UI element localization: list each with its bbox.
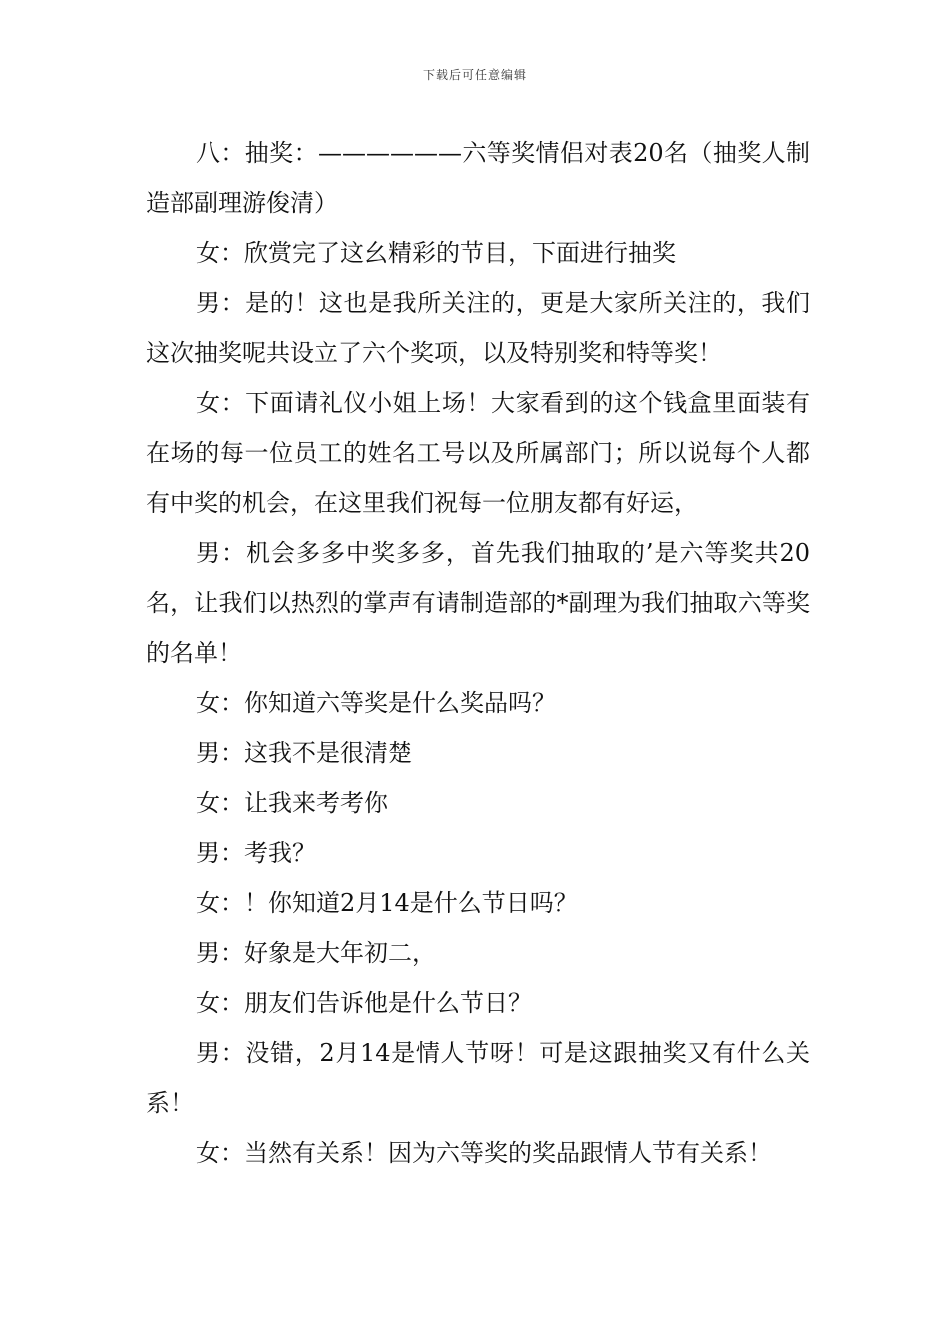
paragraph-lottery-intro: 八：抽奖：——————六等奖情侣对表20名（抽奖人制造部副理游俊清） — [146, 139, 810, 217]
body-text — [146, 128, 810, 1178]
paragraph-dialogue: 女：欣赏完了这幺精彩的节目，下面进行抽奖 — [196, 239, 676, 267]
page-header: 下载后可任意编辑 — [422, 68, 527, 82]
paragraph-dialogue: 男：这我不是很清楚 — [196, 739, 412, 767]
paragraph-dialogue: 男：机会多多中奖多多，首先我们抽取的’是六等奖共20名，让我们以热烈的掌声有请制造部的*副理为我们抽取六等奖的名单！ — [146, 539, 810, 667]
paragraph-dialogue: 男：是的！这也是我所关注的，更是大家所关注的，我们这次抽奖呢共设立了六个奖项，以及特别奖和特等奖！ — [146, 289, 810, 367]
paragraph-dialogue: 女：朋友们告诉他是什么节日？ — [196, 989, 532, 1017]
paragraph-dialogue: 女：你知道六等奖是什么奖品吗？ — [196, 689, 556, 717]
paragraph-dialogue: 女：！你知道2月14是什么节日吗？ — [196, 889, 578, 917]
paragraph-dialogue: 男：考我？ — [196, 839, 316, 867]
paragraph-dialogue: 女：下面请礼仪小姐上场！大家看到的这个钱盒里面装有在场的每一位员工的姓名工号以及所属部门；所以说每个人都有中奖的机会，在这里我们祝每一位朋友都有好运， — [146, 389, 810, 517]
paragraph-dialogue: 女：当然有关系！因为六等奖的奖品跟情人节有关系！ — [196, 1139, 772, 1167]
paragraph-dialogue: 男：好象是大年初二， — [196, 939, 436, 967]
paragraph-dialogue: 男：没错，2月14是情人节呀！可是这跟抽奖又有什么关系！ — [146, 1039, 810, 1117]
paragraph-dialogue: 女：让我来考考你 — [196, 789, 388, 817]
